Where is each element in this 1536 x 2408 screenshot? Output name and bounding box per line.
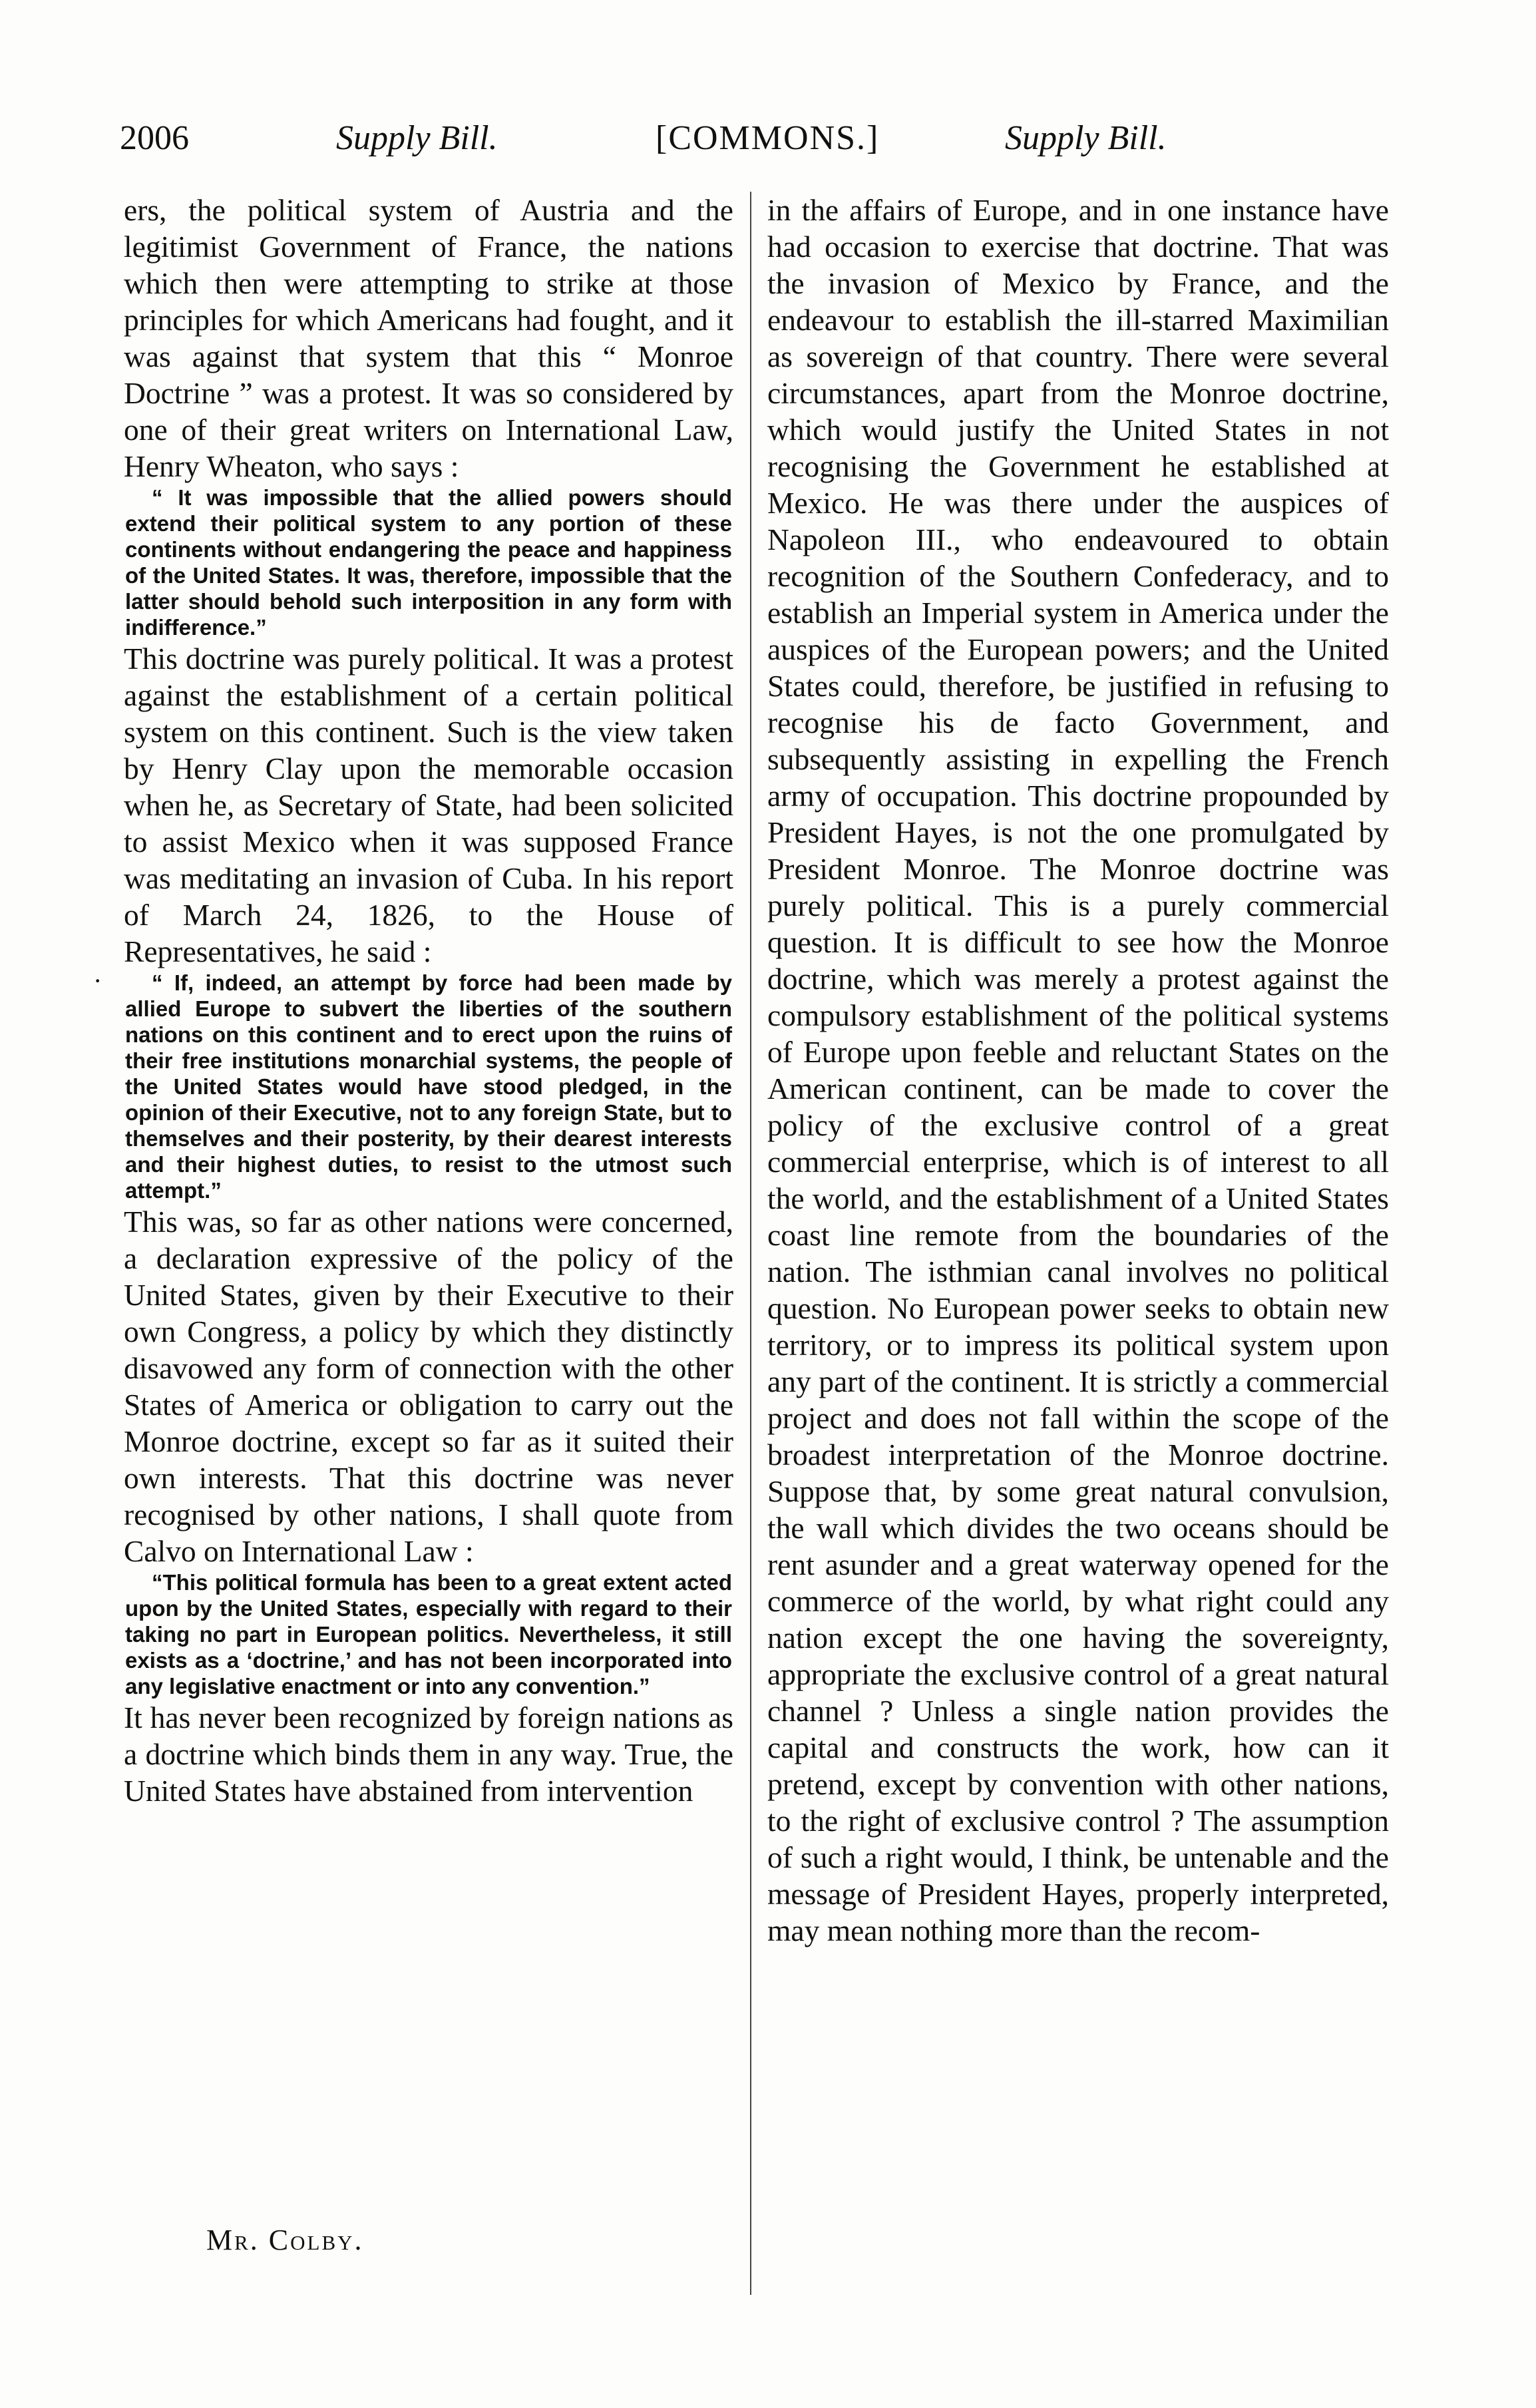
block-quote-clay: “ If, indeed, an attempt by force had been made by allied Europe to subvert the liberties of the southern nations on this continent and to erect upon the ruins of their free institutions monarchial systems, the people of the United States would have stood pledged, in the opinion of their Executive, not to any foreign State, but to themselves and their posterity, by their dearest interests and their highest duties, to resist to the utmost such attempt.” xyxy=(125,970,732,1203)
block-quote-wheaton: “ It was impossible that the allied powers should extend their political system to any portion of these continents without endangering the peace and happiness of the United States. It was, therefore, impossible that the latter should behold such interposition in any form with indifference.” xyxy=(125,485,732,640)
paragraph: ers, the political system of Austria and the legitimist Government of France, the nations which then were attempting to strike at those principles for which Americans had fought, and it was against that system that this “ Monroe Doctrine ” was a protest. It was so considered by one of their great writers on International Law, Henry Wheaton, who says : xyxy=(124,193,733,483)
left-column xyxy=(124,192,733,2321)
house-label: [COMMONS.] xyxy=(656,119,880,157)
paragraph: This doctrine was purely political. It was a protest against the establishment of a certain political system on this continent. Such is the view taken by Henry Clay upon the memorable occasion when he, as Secretary of State, had been solicited to assist Mexico when it was supposed France was meditating an invasion of Cuba. In his report of March 24, 1826, to the House of Representatives, he said : xyxy=(124,642,733,968)
paragraph: This was, so far as other nations were concerned, a declaration expressive of the policy of the United States, given by their Executive to their own Congress, a policy by which they distinctly disavowed any form of connection with the other States of America or obligation to carry out the Monroe doctrine, except so far as it suited their own interests. That this doctrine was never recognised by other nations, I shall quote from Calvo on International Law : xyxy=(124,1205,733,1568)
column-divider xyxy=(750,192,751,2295)
page-number: 2006 xyxy=(120,119,189,157)
speaker-name: Mr. Colby. xyxy=(206,2224,364,2256)
running-title-right: Supply Bill. xyxy=(1005,119,1167,157)
paragraph: It has never been recognized by foreign nations as a doctrine which binds them in any way. True, the United States have abstained from intervention xyxy=(124,1701,733,1808)
page-header xyxy=(120,112,1398,172)
block-quote-calvo: “This political formula has been to a great extent acted upon by the United States, especially with regard to their taking no part in European politics. Nevertheless, it still exists as a ‘doctrine,’ and has not been incorporated into any legislative enactment or into any convention.” xyxy=(125,1570,732,1699)
running-title-left: Supply Bill. xyxy=(336,119,498,157)
paragraph: in the affairs of Europe, and in one instance have had occasion to exercise that doctrine. That was the invasion of Mexico by France, and the endeavour to establish the ill-starred Maximilian as sovereign of that country. There were several circumstances, apart from the Monroe doctrine, which would justify the United States in not recognising the Government he established at Mexico. He was there under the auspices of Napoleon III., who endeavoured to obtain recognition of the Southern Confederacy, and to establish an Imperial system in America under the auspices of the European powers; and the United States could, therefore, be justified in refusing to recognise his de facto Government, and subsequently assisting in expelling the French army of occupation. This doctrine propounded by President Hayes, is not the one promulgated by President Monroe. The Monroe doctrine was purely political. This is a purely commercial question. It is difficult to see how the Monroe doctrine, which was merely a protest against the compulsory establishment of the political systems of Europe upon feeble and reluctant States on the American continent, can be made to cover the policy of the exclusive control of a great commercial enterprise, which is of interest to all the world, and the establishment of a United States coast line remote from the boundaries of the nation. The isthmian canal involves no political question. No European power seeks to obtain new territory, or to impress its political system upon any part of the continent. It is strictly a commercial project and does not fall within the scope of the broadest interpretation of the Monroe doctrine. Suppose that, by some great natural convulsion, the wall which divides the two oceans should be rent asunder and a great waterway opened for the commerce of the world, by what right could any nation except the one having the sovereignty, appropriate the exclusive control of a great natural channel ? Unless a single nation provides the capital and constructs the work, how can it pretend, except by convention with other nations, to the right of exclusive control ? The assumption of such a right would, I think, be untenable and the message of President Hayes, properly interpreted, may mean nothing more than the recom- xyxy=(767,193,1389,1947)
margin-dot: · xyxy=(93,966,102,996)
right-column xyxy=(767,192,1389,2321)
